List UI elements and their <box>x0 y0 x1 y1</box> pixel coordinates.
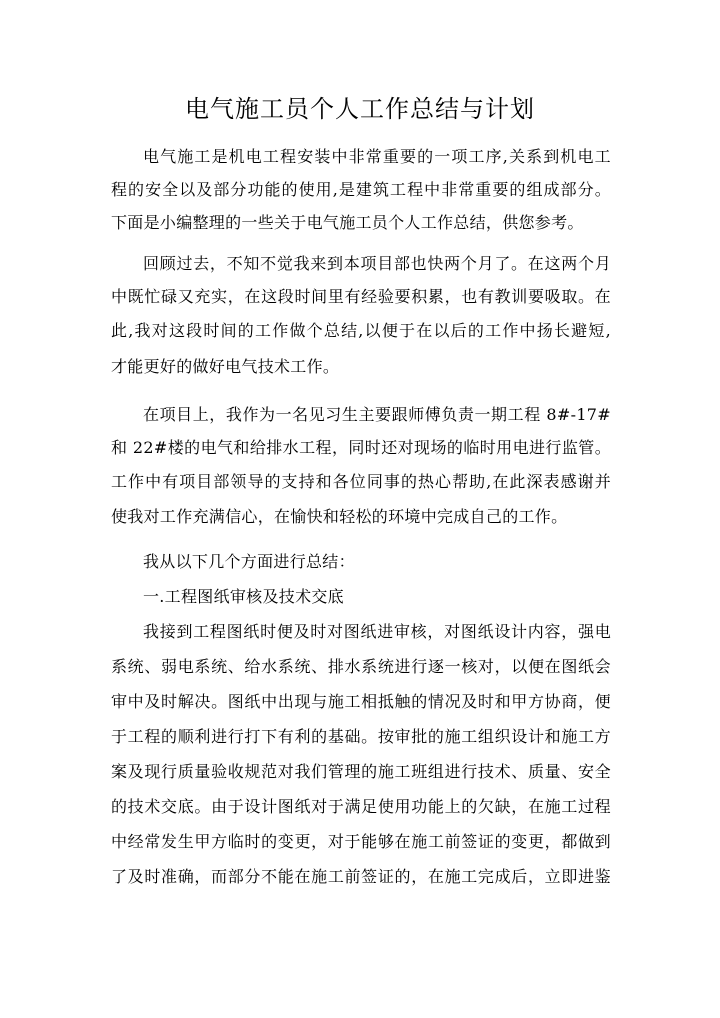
paragraph-line: 我从以下几个方面进行总结： <box>143 552 355 571</box>
paragraph-line: 电气施工是机电工程安装中非常重要的一项工序,关系到机电工 <box>143 147 611 166</box>
paragraph-line: 和 22#楼的电气和给排水工程，同时还对现场的临时用电进行监管。 <box>111 438 611 457</box>
paragraph-line: 的技术交底。由于设计图纸对于满足使用功能上的欠缺，在施工过程 <box>111 797 611 816</box>
paragraph-line: 工作中有项目部领导的支持和各位同事的热心帮助,在此深表感谢并 <box>111 472 611 491</box>
paragraph-line: 使我对工作充满信心，在愉快和轻松的环境中完成自己的工作。 <box>111 507 568 526</box>
paragraph-line: 在项目上，我作为一名见习生主要跟师傅负责一期工程 8#-17# <box>143 405 611 424</box>
paragraph-line: 中经常发生甲方临时的变更，对于能够在施工前签证的变更，都做到 <box>111 832 611 851</box>
paragraph-line: 下面是小编整理的一些关于电气施工员个人工作总结，供您参考。 <box>111 213 584 232</box>
paragraph-line: 回顾过去，不知不觉我来到本项目部也快两个月了。在这两个月 <box>143 254 611 273</box>
paragraph-line: 程的安全以及部分功能的使用,是建筑工程中非常重要的组成部分。 <box>111 180 611 199</box>
document-title: 电气施工员个人工作总结与计划 <box>185 95 535 123</box>
paragraph-line: 于工程的顺利进行打下有利的基础。按审批的施工组织设计和施工方 <box>111 727 611 746</box>
section-heading: 一.工程图纸审核及技术交底 <box>143 587 344 606</box>
paragraph-line: 我接到工程图纸时便及时对图纸进审核，对图纸设计内容，强电 <box>143 622 611 641</box>
paragraph-line: 案及现行质量验收规范对我们管理的施工班组进行技术、质量、安全 <box>111 762 611 781</box>
paragraph-line: 中既忙碌又充实，在这段时间里有经验要积累，也有教训要吸取。在 <box>111 287 611 306</box>
paragraph-line: 审中及时解决。图纸中出现与施工相抵触的情况及时和甲方协商，便 <box>111 692 611 711</box>
paragraph-line: 才能更好的做好电气技术工作。 <box>111 357 340 376</box>
paragraph-line: 了及时准确，而部分不能在施工前签证的，在施工完成后，立即进鉴 <box>111 867 611 886</box>
paragraph-line: 此,我对这段时间的工作做个总结,以便于在以后的工作中扬长避短, <box>111 321 611 340</box>
paragraph-line: 系统、弱电系统、给水系统、排水系统进行逐一核对，以便在图纸会 <box>111 657 611 676</box>
